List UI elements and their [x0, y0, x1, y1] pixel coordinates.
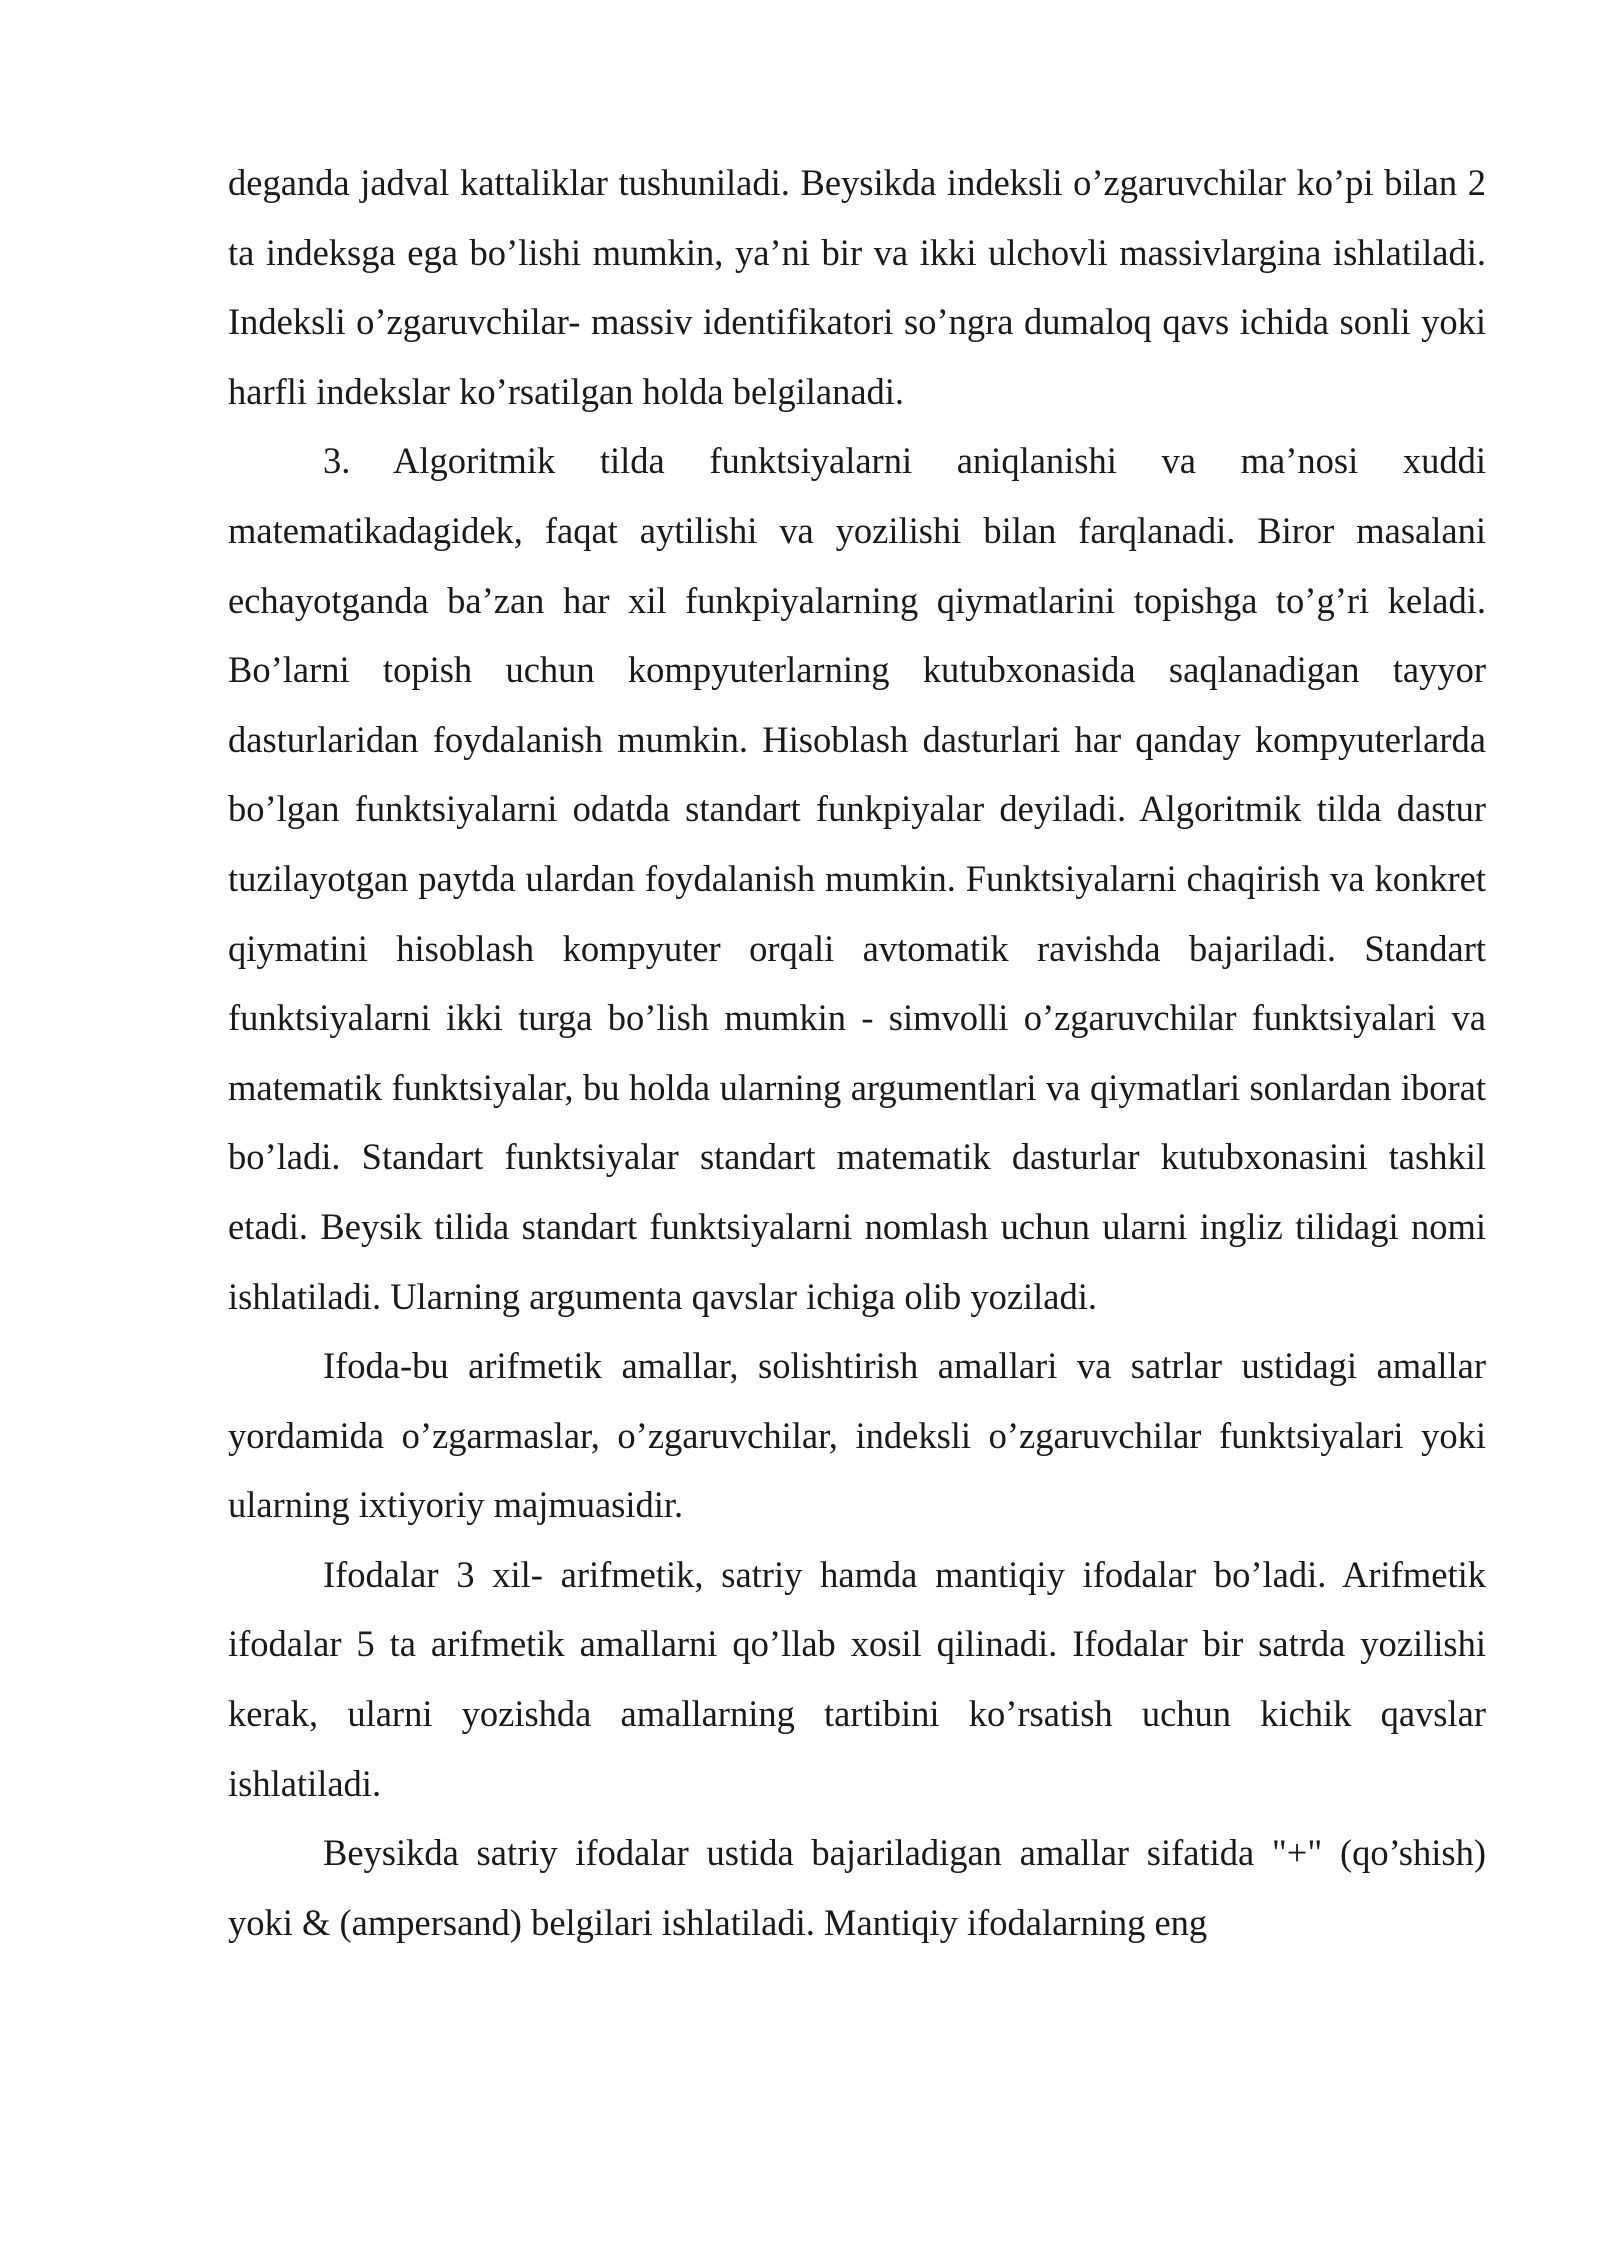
paragraph-functions: 3. Algoritmik tilda funktsiyalarni aniqlanishi va ma’nosi xuddi matematikadagidek, faqat aytilishi va yozilishi bilan farqlanadi. Biror masalani echayotganda ba’zan har xil funkpiyalarning qiymatlarini topishga to’g’ri keladi. Bo’larni topish uchun kompyuterlarning kutubxonasida saqlanadigan tayyor dasturlaridan foydalanish mumkin. Hisoblash dasturlari har qanday kompyuterlarda bo’lgan funktsiyalarni odatda standart funkpiyalar deyiladi. Algoritmik tilda dastur tuzilayotgan paytda ulardan foydalanish mumkin. Funktsiyalarni chaqirish va konkret qiymatini hisoblash kompyuter orqali avtomatik ravishda bajariladi. Standart funktsiyalarni ikki turga bo’lish mumkin - simvolli o’zgaruvchilar funktsiyalari va matematik funktsiyalar, bu holda ularning argumentlari va qiymatlari sonlardan iborat bo’ladi. Standart funktsiyalar standart matematik dasturlar kutubxonasini tashkil etadi. Beysik tilida standart funktsiyalarni nomlash uchun ularni ingliz tilidagi nomi ishlatiladi. Ularning argumenta qavslar ichiga olib yoziladi. [228, 440, 1486, 1317]
body-text [228, 148, 1486, 1957]
paragraph-continuation: deganda jadval kattaliklar tushuniladi. Beysikda indeksli o’zgaruvchilar ko’pi bilan 2 ta indeksga ega bo’lishi mumkin, ya’ni bir va ikki ulchovli massivlargina ishlatiladi. Indeksli o’zgaruvchilar- massiv identifikatori so’ngra dumaloq qavs ichida sonli yoki harfli indekslar ko’rsatilgan holda belgilanadi. [228, 162, 1486, 412]
paragraph-string-expressions: Beysikda satriy ifodalar ustida bajariladigan amallar sifatida "+" (qo’shish) yoki & (ampersand) belgilari ishlatiladi. Mantiqiy ifodalarning eng [228, 1832, 1486, 1943]
paragraph-expression-types: Ifodalar 3 xil- arifmetik, satriy hamda mantiqiy ifodalar bo’ladi. Arifmetik ifodalar 5 ta arifmetik amallarni qo’llab xosil qilinadi. Ifodalar bir satrda yozilishi kerak, ularni yozishda amallarning tartibini ko’rsatish uchun kichik qavslar ishlatiladi. [228, 1553, 1486, 1804]
paragraph-expression-definition: Ifoda-bu arifmetik amallar, solishtirish amallari va satrlar ustidagi amallar yordamida o’zgarmaslar, o’zgaruvchilar, indeksli o’zgaruvchilar funktsiyalari yoki ularning ixtiyoriy majmuasidir. [228, 1345, 1486, 1526]
